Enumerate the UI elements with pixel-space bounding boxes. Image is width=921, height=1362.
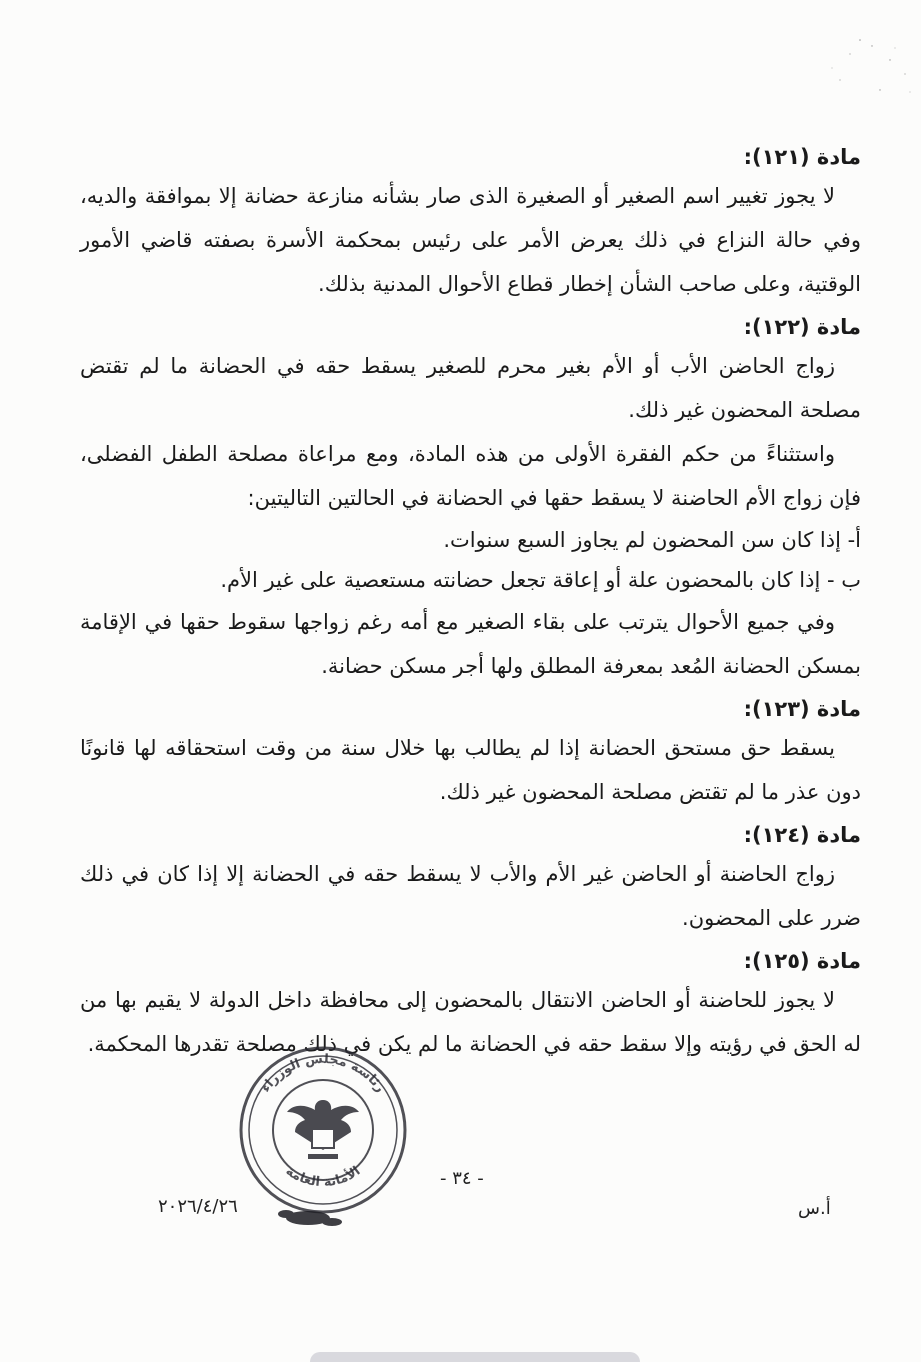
- seal-bottom-text: الأمانة العامة: [282, 1163, 364, 1191]
- footer-initials: أ.س: [798, 1198, 831, 1219]
- article-122-item-b: ب - إذا كان بالمحضون علة أو إعاقة تجعل حضانته مستعصية على غير الأم.: [220, 568, 861, 592]
- article-122-closing: وفي جميع الأحوال يترتب على بقاء الصغير مع أمه رغم زواجها سقوط حقها في الإقامة بمسكن الحضانة المُعد بمعرفة المطلق ولها أجر مسكن حضانة.: [80, 610, 861, 678]
- article-125-text: لا يجوز للحاضنة أو الحاضن الانتقال بالمحضون إلى محافظة داخل الدولة لا يقيم بها من له الحق في رؤيته وإلا سقط حقه في الحضانة ما لم يكن في ذلك مصلحة تقدرها المحكمة.: [80, 988, 861, 1056]
- article-125-heading: مادة (١٢٥):: [743, 949, 861, 973]
- article-123-text: يسقط حق مستحق الحضانة إذا لم يطالب بها خلال سنة من وقت استحقاقه لها قانونًا دون عذر ما لم تقتض مصلحة المحضون غير ذلك.: [80, 736, 861, 804]
- footer-date: ٢٠٢٦/٤/٢٦: [158, 1196, 238, 1217]
- eagle-icon: [287, 1100, 359, 1159]
- document-body: [80, 140, 861, 1066]
- article-122-item-a: أ- إذا كان سن المحضون لم يجاوز السبع سنوات.: [443, 528, 861, 552]
- article-122-heading: مادة (١٢٢):: [743, 315, 861, 339]
- page-number: - ٣٤ -: [440, 1168, 484, 1189]
- article-121-heading: مادة (١٢١):: [743, 145, 861, 169]
- article-124-heading: مادة (١٢٤):: [743, 823, 861, 847]
- article-122-text-1: زواج الحاضن الأب أو الأم بغير محرم للصغير يسقط حقه في الحضانة ما لم تقتض مصلحة المحضون غير ذلك.: [80, 354, 861, 422]
- article-121-text: لا يجوز تغيير اسم الصغير أو الصغيرة الذى صار بشأنه منازعة حضانة إلا بموافقة والديه، وفي حالة النزاع في ذلك يعرض الأمر على رئيس بمحكمة الأسرة بصفته قاضي الأمور الوقتية، وعلى صاحب الشأن إخطار قطاع الأحوال المدنية بذلك.: [80, 184, 861, 296]
- official-seal: [228, 1030, 418, 1230]
- article-123-heading: مادة (١٢٣):: [743, 697, 861, 721]
- article-122-text-2: واستثناءً من حكم الفقرة الأولى من هذه المادة، ومع مراعاة مصلحة الطفل الفضلى، فإن زواج الأم الحاضنة لا يسقط حقها في الحضانة في الحالتين التاليتين:: [80, 442, 861, 510]
- scan-speckle: [820, 30, 920, 110]
- home-indicator: [310, 1352, 640, 1362]
- seal-top-text: رئاسة مجلس الوزراء: [258, 1051, 388, 1096]
- article-124-text: زواج الحاضنة أو الحاضن غير الأم والأب لا يسقط حقه في الحضانة إلا إذا كان في ذلك ضرر على المحضون.: [80, 862, 861, 930]
